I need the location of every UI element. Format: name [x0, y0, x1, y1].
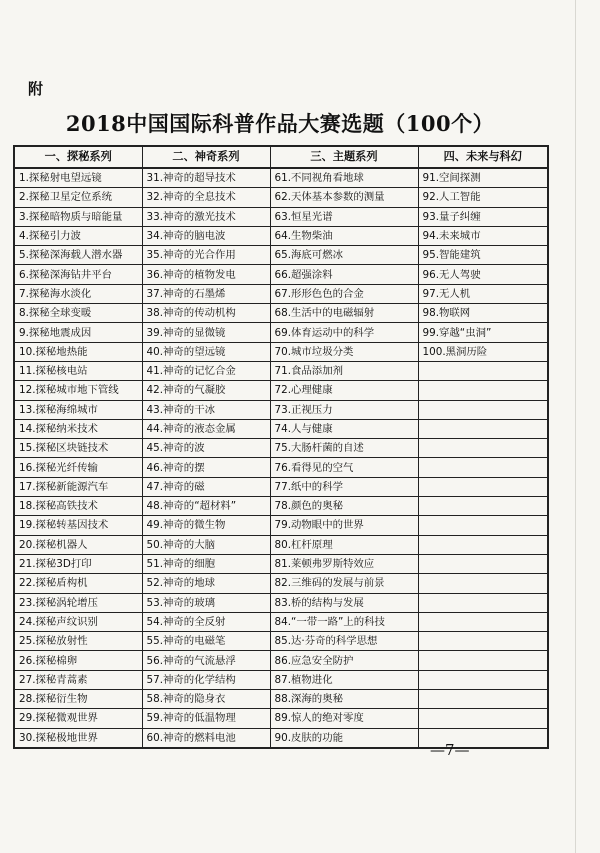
table-row [14, 458, 548, 477]
table-row [14, 246, 548, 265]
table-row [14, 439, 548, 458]
table-cell: 80.杠杆原理 [270, 535, 418, 554]
table-row [14, 554, 548, 573]
table-cell: 15.探秘区块链技术 [14, 439, 142, 458]
table-cell [418, 593, 548, 612]
table-row [14, 593, 548, 612]
table-cell [418, 612, 548, 631]
table-cell: 68.生活中的电磁辐射 [270, 304, 418, 323]
table-cell: 9.探秘地震成因 [14, 323, 142, 342]
table-cell: 19.探秘转基因技术 [14, 516, 142, 535]
table-cell: 48.神奇的“超材料” [142, 497, 270, 516]
table-cell: 63.恒星光谱 [270, 207, 418, 226]
table-cell: 26.探秘棉卵 [14, 651, 142, 670]
table-cell: 92.人工智能 [418, 188, 548, 207]
table-cell: 85.达·芬奇的科学思想 [270, 632, 418, 651]
table-cell: 31.神奇的超导技术 [142, 168, 270, 188]
table-cell [418, 651, 548, 670]
table-cell: 59.神奇的低温物理 [142, 709, 270, 728]
column-header-theme: 三、主题系列 [270, 146, 418, 168]
table-row [14, 284, 548, 303]
table-cell: 37.神奇的石墨烯 [142, 284, 270, 303]
table-cell [418, 554, 548, 573]
table-cell: 81.莱顿弗罗斯特效应 [270, 554, 418, 573]
table-header-row [14, 146, 548, 168]
table-cell: 16.探秘光纤传输 [14, 458, 142, 477]
table-cell: 40.神奇的望远镜 [142, 342, 270, 361]
table-cell: 69.体育运动中的科学 [270, 323, 418, 342]
table-cell: 35.神奇的光合作用 [142, 246, 270, 265]
table-row [14, 690, 548, 709]
table-cell: 6.探秘深海钻井平台 [14, 265, 142, 284]
table-row [14, 207, 548, 226]
table-cell: 25.探秘放射性 [14, 632, 142, 651]
table-cell: 94.未来城市 [418, 226, 548, 245]
table-row [14, 651, 548, 670]
table-cell: 99.穿越“虫洞” [418, 323, 548, 342]
table-cell: 34.神奇的脑电波 [142, 226, 270, 245]
table-row [14, 265, 548, 284]
table-cell: 44.神奇的液态金属 [142, 419, 270, 438]
table-cell: 41.神奇的记忆合金 [142, 361, 270, 380]
table-cell: 78.颜色的奥秘 [270, 497, 418, 516]
table-row [14, 535, 548, 554]
table-cell: 62.天体基本参数的测量 [270, 188, 418, 207]
table-cell: 22.探秘盾构机 [14, 574, 142, 593]
table-cell [418, 690, 548, 709]
table-cell: 5.探秘深海载人潜水器 [14, 246, 142, 265]
attachment-label: 附 [28, 80, 44, 98]
table-cell: 89.惊人的绝对零度 [270, 709, 418, 728]
table-row [14, 419, 548, 438]
table-cell: 76.看得见的空气 [270, 458, 418, 477]
table-body [14, 168, 548, 748]
table-row [14, 632, 548, 651]
table-row [14, 709, 548, 728]
table-cell [418, 709, 548, 728]
table-cell [418, 477, 548, 496]
table-cell: 28.探秘衍生物 [14, 690, 142, 709]
table-cell: 1.探秘射电望远镜 [14, 168, 142, 188]
table-cell: 73.正视压力 [270, 400, 418, 419]
table-cell: 30.探秘极地世界 [14, 728, 142, 748]
table-cell: 83.桥的结构与发展 [270, 593, 418, 612]
table-cell: 43.神奇的干冰 [142, 400, 270, 419]
table-cell [418, 535, 548, 554]
table-cell [418, 381, 548, 400]
table-cell [418, 458, 548, 477]
table-cell: 65.海底可燃冰 [270, 246, 418, 265]
table-row [14, 168, 548, 188]
table-cell: 57.神奇的化学结构 [142, 670, 270, 689]
table-cell: 86.应急安全防护 [270, 651, 418, 670]
table-cell: 54.神奇的全反射 [142, 612, 270, 631]
table-cell [418, 497, 548, 516]
table-cell: 51.神奇的细胞 [142, 554, 270, 573]
table-cell: 90.皮肤的功能 [270, 728, 418, 748]
table-row [14, 188, 548, 207]
table-cell: 11.探秘核电站 [14, 361, 142, 380]
column-header-future: 四、未来与科幻 [418, 146, 548, 168]
table-cell: 7.探秘海水淡化 [14, 284, 142, 303]
table-cell: 67.形形色色的合金 [270, 284, 418, 303]
table-cell: 46.神奇的摆 [142, 458, 270, 477]
table-row [14, 323, 548, 342]
table-cell: 87.植物进化 [270, 670, 418, 689]
table-cell: 72.心理健康 [270, 381, 418, 400]
table-cell: 39.神奇的显微镜 [142, 323, 270, 342]
table-cell: 47.神奇的磁 [142, 477, 270, 496]
table-row [14, 361, 548, 380]
table-cell: 50.神奇的大脑 [142, 535, 270, 554]
table-cell: 82.三维码的发展与前景 [270, 574, 418, 593]
table-cell: 20.探秘机器人 [14, 535, 142, 554]
table-cell: 74.人与健康 [270, 419, 418, 438]
table-cell: 13.探秘海绵城市 [14, 400, 142, 419]
table-cell: 49.神奇的微生物 [142, 516, 270, 535]
table-cell: 42.神奇的气凝胶 [142, 381, 270, 400]
table-row [14, 342, 548, 361]
table-cell: 55.神奇的电磁笔 [142, 632, 270, 651]
table-cell: 52.神奇的地球 [142, 574, 270, 593]
table-cell: 75.大肠杆菌的自述 [270, 439, 418, 458]
table-row [14, 574, 548, 593]
topics-table [13, 145, 549, 749]
table-cell [418, 361, 548, 380]
table-cell: 53.神奇的玻璃 [142, 593, 270, 612]
page-number: —7— [430, 741, 470, 759]
table-cell: 23.探秘涡轮增压 [14, 593, 142, 612]
table-cell: 66.超强涂料 [270, 265, 418, 284]
table-cell: 84.“一带一路”上的科技 [270, 612, 418, 631]
page-edge-line [575, 0, 576, 853]
table-row [14, 400, 548, 419]
table-cell: 17.探秘新能源汽车 [14, 477, 142, 496]
table-cell: 79.动物眼中的世界 [270, 516, 418, 535]
table-cell: 71.食品添加剂 [270, 361, 418, 380]
table-cell: 98.物联网 [418, 304, 548, 323]
table-cell: 60.神奇的燃料电池 [142, 728, 270, 748]
table-cell: 91.空间探测 [418, 168, 548, 188]
table-cell: 77.纸中的科学 [270, 477, 418, 496]
table-cell [418, 400, 548, 419]
table-cell [418, 516, 548, 535]
table-cell: 64.生物柴油 [270, 226, 418, 245]
table-cell: 10.探秘地热能 [14, 342, 142, 361]
table-cell [418, 574, 548, 593]
column-header-wonder: 二、神奇系列 [142, 146, 270, 168]
table-cell: 8.探秘全球变暖 [14, 304, 142, 323]
table-cell: 100.黑洞历险 [418, 342, 548, 361]
table-cell: 56.神奇的气流悬浮 [142, 651, 270, 670]
table-cell: 27.探秘青蒿素 [14, 670, 142, 689]
table-cell [418, 419, 548, 438]
table-cell: 18.探秘高铁技术 [14, 497, 142, 516]
table-cell: 12.探秘城市地下管线 [14, 381, 142, 400]
table-cell: 2.探秘卫星定位系统 [14, 188, 142, 207]
table-cell [418, 670, 548, 689]
table-row [14, 381, 548, 400]
table-cell: 93.量子纠缠 [418, 207, 548, 226]
table-row [14, 612, 548, 631]
document-title: 2018中国国际科普作品大赛选题（100个） [65, 111, 495, 136]
table-cell: 21.探秘3D打印 [14, 554, 142, 573]
table-cell: 61.不同视角看地球 [270, 168, 418, 188]
table-row [14, 477, 548, 496]
table-row [14, 304, 548, 323]
table-cell: 70.城市垃圾分类 [270, 342, 418, 361]
table-cell: 58.神奇的隐身衣 [142, 690, 270, 709]
table-cell: 96.无人驾驶 [418, 265, 548, 284]
table-row [14, 226, 548, 245]
table-cell: 24.探秘声纹识别 [14, 612, 142, 631]
table-cell: 4.探秘引力波 [14, 226, 142, 245]
table-cell: 14.探秘纳米技术 [14, 419, 142, 438]
table-cell: 88.深海的奥秘 [270, 690, 418, 709]
column-header-explore: 一、探秘系列 [14, 146, 142, 168]
table-cell: 3.探秘暗物质与暗能量 [14, 207, 142, 226]
table-cell: 33.神奇的激光技术 [142, 207, 270, 226]
table-cell: 36.神奇的植物发电 [142, 265, 270, 284]
table-cell: 97.无人机 [418, 284, 548, 303]
table-cell [418, 632, 548, 651]
table-cell: 29.探秘微观世界 [14, 709, 142, 728]
table-cell [418, 439, 548, 458]
table-row [14, 670, 548, 689]
table-cell: 32.神奇的全息技术 [142, 188, 270, 207]
table-row [14, 516, 548, 535]
table-row [14, 497, 548, 516]
table-cell: 45.神奇的波 [142, 439, 270, 458]
table-cell: 38.神奇的传动机构 [142, 304, 270, 323]
table-cell: 95.智能建筑 [418, 246, 548, 265]
